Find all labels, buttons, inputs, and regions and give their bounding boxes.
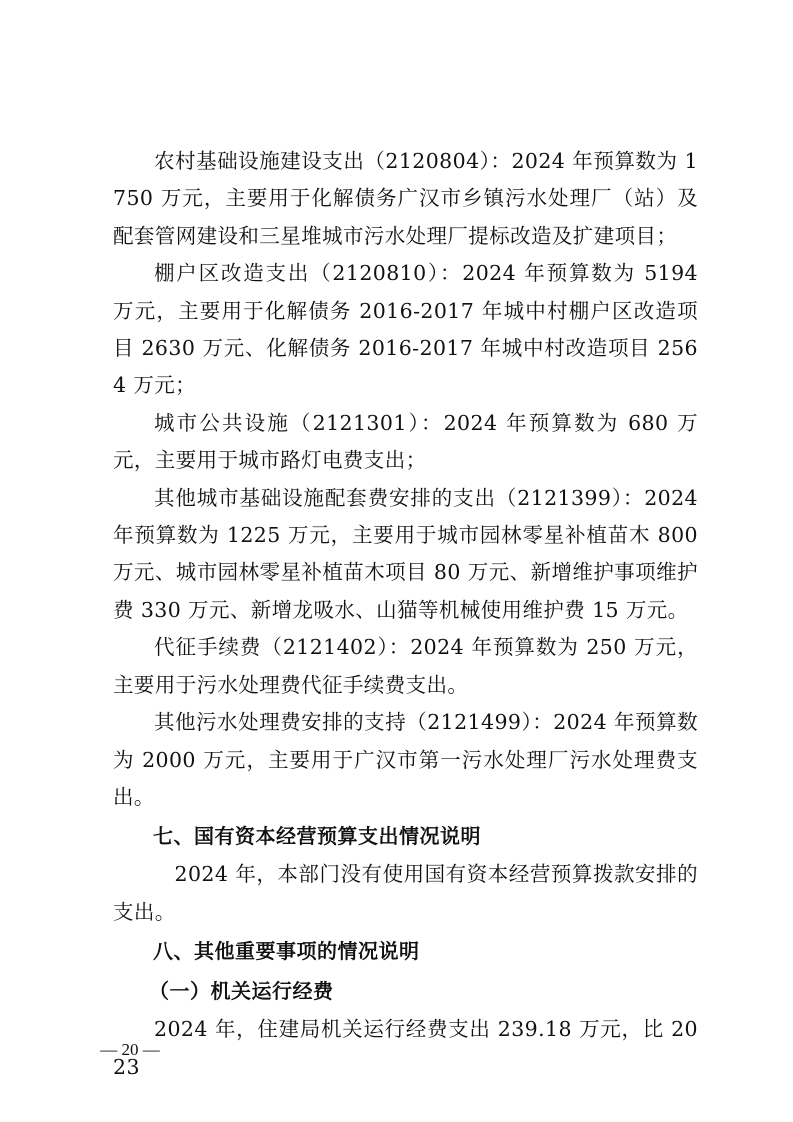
subsection-1-heading: （一）机关运行经费 bbox=[149, 979, 334, 1004]
section-7-heading: 七、国有资本经营预算支出情况说明 bbox=[153, 824, 481, 849]
document-body bbox=[113, 143, 698, 1086]
paragraph-shantytown-renovation: 棚户区改造支出（2120810）：2024 年预算数为 5194 万元，主要用于化解债务 2016-2017 年城中村棚户区改造项目 2630 万元、化解债务 2016-2017 年城中村改造项目 2564 万元； bbox=[113, 261, 698, 398]
page-number: — 20 — bbox=[100, 1040, 160, 1059]
section-7-body: 2024 年，本部门没有使用国有资本经营预算拨款安排的支出。 bbox=[113, 862, 698, 924]
paragraph-collection-fees: 代征手续费（2121402）：2024 年预算数为 250 万元，主要用于污水处理费代征手续费支出。 bbox=[113, 635, 698, 697]
paragraph-sewage-treatment: 其他污水处理费安排的支持（2121499）：2024 年预算数为 2000 万元，主要用于广汉市第一污水处理厂污水处理费支出。 bbox=[113, 710, 698, 809]
paragraph-rural-infrastructure: 农村基础设施建设支出（2120804）：2024 年预算数为 1750 万元，主要用于化解债务广汉市乡镇污水处理厂（站）及配套管网建设和三星堆城市污水处理厂提标改造及扩建项目； bbox=[113, 149, 698, 248]
paragraph-urban-public-facilities: 城市公共设施（2121301）：2024 年预算数为 680 万元，主要用于城市路灯电费支出； bbox=[113, 410, 698, 473]
section-8-heading: 八、其他重要事项的情况说明 bbox=[153, 939, 420, 964]
paragraph-other-infrastructure-fees: 其他城市基础设施配套费安排的支出（2121399）：2024 年预算数为 1225 万元，主要用于城市园林零星补植苗木 800 万元、城市园林零星补植苗木项目 80 万元、新增维护事项维护费 330 万元、新增龙吸水、山猫等机械使用维护费 15 万元。 bbox=[113, 485, 698, 622]
subsection-1-body: 2024 年，住建局机关运行经费支出 239.18 万元，比 2023 bbox=[113, 1017, 698, 1079]
